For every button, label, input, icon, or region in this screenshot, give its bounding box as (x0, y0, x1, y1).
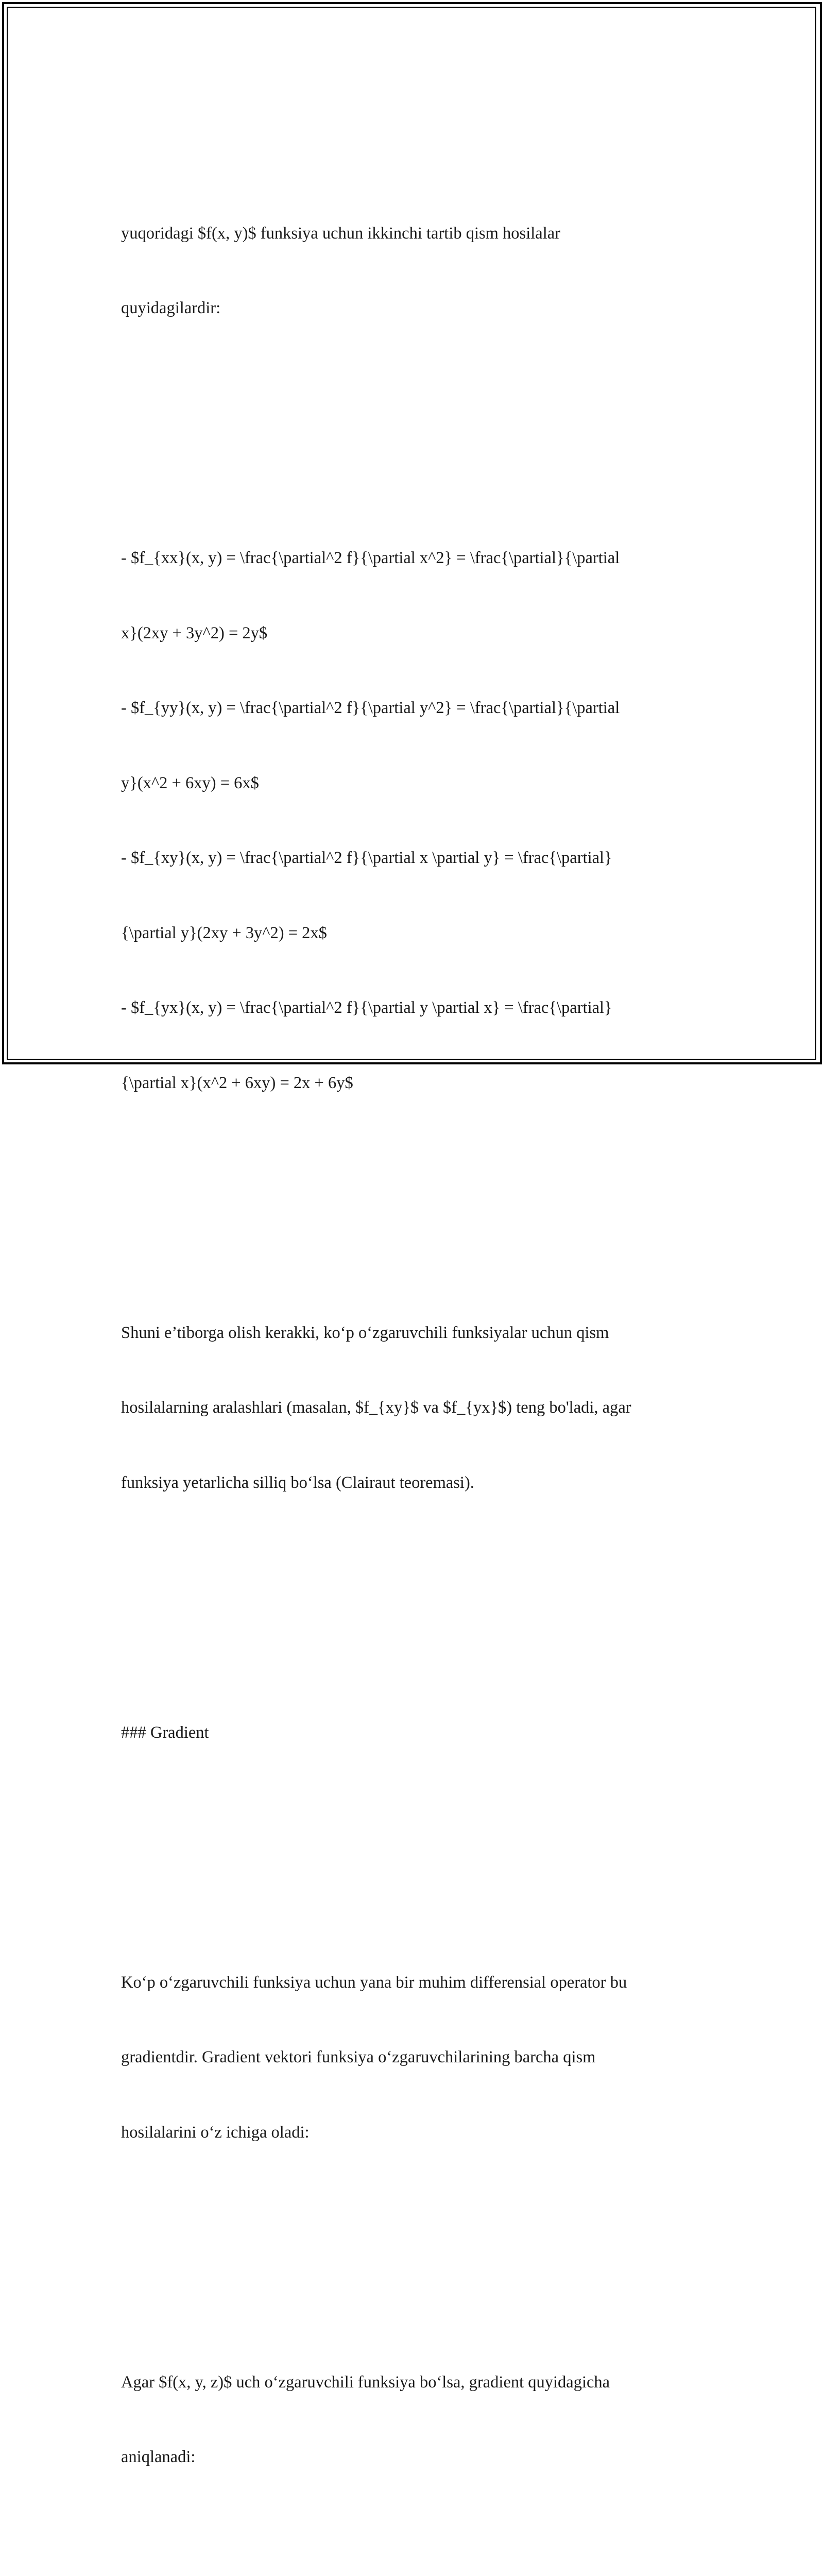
list-item-line: {\partial x}(x^2 + 6xy) = 2x + 6y$ (121, 1073, 353, 1092)
text-line: Agar $f(x, y, z)$ uch o‘zgaruvchili funksiya bo‘lsa, gradient quyidagicha (121, 2372, 610, 2392)
paragraph-gradient-intro (121, 1920, 718, 2195)
list-item-line: {\partial y}(2xy + 3y^2) = 2x$ (121, 923, 327, 942)
text-line: hosilalarini o‘z ichiga oladi: (121, 2123, 310, 2142)
list-item-line: - $f_{xy}(x, y) = \frac{\partial^2 f}{\partial x \partial y} = \frac{\partial} (121, 849, 612, 867)
heading-text: ### Gradient (121, 1723, 209, 1742)
list-item-line: - $f_{yy}(x, y) = \frac{\partial^2 f}{\partial y^2} = \frac{\partial}{\partial (121, 699, 620, 717)
list-item-line: - $f_{yx}(x, y) = \frac{\partial^2 f}{\partial y \partial x} = \frac{\partial} (121, 998, 612, 1017)
list-item-line: x}(2xy + 3y^2) = 2y$ (121, 623, 268, 642)
paragraph-intro (121, 171, 718, 371)
text-line: gradientdir. Gradient vektori funksiya o‘zgaruvchilarining barcha qism (121, 2048, 596, 2066)
partial-derivatives-list (121, 496, 718, 1145)
document-body (121, 96, 718, 2576)
text-line: Shuni e’tiborga olish kerakki, ko‘p o‘zgaruvchili funksiyalar uchun qism (121, 1323, 609, 1342)
text-line: quyidagilardir: (121, 299, 221, 317)
text-line: hosilalarning aralashlari (masalan, $f_{xy}$ va $f_{yx}$) teng bo'ladi, agar (121, 1398, 631, 1417)
list-item-line: y}(x^2 + 6xy) = 6x$ (121, 773, 259, 792)
paragraph-clairaut (121, 1270, 718, 1546)
list-item-line: - $f_{xx}(x, y) = \frac{\partial^2 f}{\partial x^2} = \frac{\partial}{\partial (121, 549, 620, 567)
text-line: Ko‘p o‘zgaruvchili funksiya uchun yana bir muhim differensial operator bu (121, 1973, 627, 1992)
text-line: yuqoridagi $f(x, y)$ funksiya uchun ikkinchi tartib qism hosilalar (121, 224, 560, 243)
paragraph-gradient-definition (121, 2320, 718, 2520)
heading-gradient (121, 1670, 718, 1795)
text-line: aniqlanadi: (121, 2448, 196, 2466)
text-line: funksiya yetarlicha silliq bo‘lsa (Clairaut teoremasi). (121, 1473, 474, 1492)
